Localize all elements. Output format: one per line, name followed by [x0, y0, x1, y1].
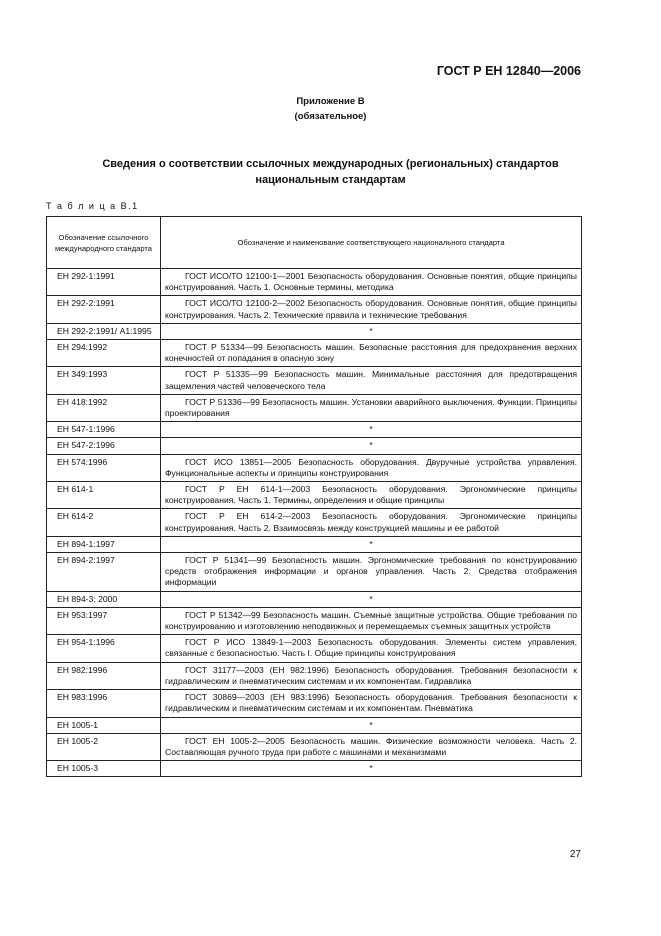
international-standard-code: ЕН 894-1:1997: [47, 536, 161, 552]
no-equivalent-marker: *: [161, 717, 582, 733]
table-row: [47, 591, 582, 607]
national-standard-text: ГОСТ Р 51342—99 Безопасность машин. Съемные защитные устройства. Общие требования по конструированию и изготовлению неподвижных и перемещаемых съемных защитных устройств: [165, 609, 577, 632]
national-standard-text: ГОСТ ИСО 13851—2005 Безопасность оборудования. Двуручные устройства управления. Функциональные аспекты и принципы конструирования: [165, 456, 577, 478]
international-standard-code: ЕН 614-1: [47, 482, 161, 509]
table-row: [47, 635, 582, 662]
national-standard-text: ГОСТ Р ИСО 13849-1—2003 Безопасность оборудования. Элементы систем управления, связанные с безопасностью. Часть I. Общие принципы конструирования: [165, 637, 577, 659]
national-standard-text: ГОСТ Р 51335—99 Безопасность машин. Минимальные расстояния для предотвращения защемления частей человеческого тела: [165, 369, 577, 391]
table-header-row: [47, 217, 582, 269]
national-standard-description: [161, 733, 582, 760]
national-standard-description: [161, 367, 582, 394]
table-row: [47, 454, 582, 481]
national-standard-text: ГОСТ 31177—2003 (ЕН 982:1996) Безопасность оборудования. Требования безопасности к гидравлическим и пневматическим системам и их компонентам. Гидравлика: [165, 664, 577, 686]
table-row: [47, 323, 582, 339]
national-standard-description: [161, 690, 582, 717]
correspondence-table: [46, 216, 582, 777]
international-standard-code: ЕН 547-1:1996: [47, 422, 161, 438]
table-row: [47, 296, 582, 323]
table-row: [47, 761, 582, 777]
document-title-line1: Сведения о соответствии ссылочных международных (региональных) стандартов: [102, 158, 559, 170]
appendix-title: Приложение В: [296, 96, 365, 107]
national-standard-description: [161, 394, 582, 421]
national-standard-description: [161, 454, 582, 481]
no-equivalent-marker: *: [161, 323, 582, 339]
document-title-line2: национальным стандартам: [255, 174, 406, 186]
national-standard-text: ГОСТ ЕН 1005-2—2005 Безопасность машин. Физические возможности человека. Часть 2. Составляющая ручного труда при работе с машинами и механизмами: [165, 735, 577, 757]
national-standard-description: [161, 509, 582, 536]
international-standard-code: ЕН 614-2: [47, 509, 161, 536]
table-row: [47, 690, 582, 717]
international-standard-code: ЕН 547-2:1996: [47, 438, 161, 454]
table-body: [47, 269, 582, 777]
national-standard-text: ГОСТ Р 51334—99 Безопасность машин. Безопасные расстояния для предохранения верхних конечностей от попадания в опасную зону: [165, 342, 577, 364]
international-standard-code: ЕН 349:1993: [47, 367, 161, 394]
international-standard-code: ЕН 292-1:1991: [47, 269, 161, 296]
international-standard-code: ЕН 1005-1: [47, 717, 161, 733]
table-row: [47, 536, 582, 552]
national-standard-text: ГОСТ Р 51341—99 Безопасность машин. Эргономические требования по конструированию средств отображения информации и органов управления. Часть 2. Средства отображения информации: [165, 555, 577, 588]
national-standard-text: ГОСТ ИСО/ТО 12100-1—2001 Безопасность оборудования. Основные понятия, общие принципы конструирования. Часть 1. Основные термины, методика: [165, 271, 577, 293]
table-row: [47, 662, 582, 689]
table-row: [47, 733, 582, 760]
international-standard-code: ЕН 294:1992: [47, 340, 161, 367]
national-standard-text: ГОСТ Р ЕН 614-1—2003 Безопасность оборудования. Эргономические принципы конструирования. Часть 1. Термины, определения и общие принципы: [165, 484, 577, 506]
international-standard-code: ЕН 418:1992: [47, 394, 161, 421]
national-standard-description: [161, 269, 582, 296]
national-standard-text: ГОСТ 30869—2003 (ЕН 983:1996) Безопасность оборудования. Требования безопасности к гидравлическим и пневматическим системам и их компонентам. Пневматика: [165, 692, 577, 714]
table-row: [47, 422, 582, 438]
no-equivalent-marker: *: [161, 591, 582, 607]
national-standard-description: [161, 482, 582, 509]
header-national-standard: Обозначение и наименование соответствующего национального стандарта: [161, 217, 582, 269]
no-equivalent-marker: *: [161, 422, 582, 438]
national-standard-description: [161, 553, 582, 592]
international-standard-code: ЕН 954-1:1996: [47, 635, 161, 662]
national-standard-description: [161, 662, 582, 689]
no-equivalent-marker: *: [161, 536, 582, 552]
national-standard-description: [161, 635, 582, 662]
international-standard-code: ЕН 292-2:1991: [47, 296, 161, 323]
table-row: [47, 553, 582, 592]
appendix-heading: [0, 94, 661, 124]
appendix-status: (обязательное): [294, 111, 367, 122]
document-title: [60, 156, 601, 188]
national-standard-description: [161, 296, 582, 323]
international-standard-code: ЕН 1005-2: [47, 733, 161, 760]
table-row: [47, 509, 582, 536]
table-row: [47, 269, 582, 296]
table-row: [47, 394, 582, 421]
table-row: [47, 717, 582, 733]
national-standard-text: ГОСТ Р 51336—99 Безопасность машин. Установки аварийного выключения. Функции. Принципы проектирования: [165, 396, 577, 419]
national-standard-description: [161, 340, 582, 367]
international-standard-code: ЕН 292-2:1991/ A1:1995: [47, 323, 161, 339]
national-standard-text: ГОСТ Р ЕН 614-2—2003 Безопасность оборудования. Эргономические принципы конструирования. Часть 2. Взаимосвязь между конструкцией машины и ее работой: [165, 511, 577, 533]
table-row: [47, 482, 582, 509]
national-standard-description: [161, 607, 582, 634]
international-standard-code: ЕН 894-2:1997: [47, 553, 161, 592]
international-standard-code: ЕН 894-3: 2000: [47, 591, 161, 607]
table-row: [47, 367, 582, 394]
page-number: 27: [569, 849, 581, 860]
international-standard-code: ЕН 574:1996: [47, 454, 161, 481]
header-international-standard: Обозначение ссылочного международного стандарта: [47, 217, 161, 269]
international-standard-code: ЕН 982:1996: [47, 662, 161, 689]
national-standard-text: ГОСТ ИСО/ТО 12100-2—2002 Безопасность оборудования. Основные понятия, общие принципы конструирования. Часть 2. Технические правила и технические требования: [165, 298, 577, 320]
table-row: [47, 607, 582, 634]
no-equivalent-marker: *: [161, 761, 582, 777]
international-standard-code: ЕН 983:1996: [47, 690, 161, 717]
table-row: [47, 340, 582, 367]
no-equivalent-marker: *: [161, 438, 582, 454]
table-row: [47, 438, 582, 454]
standard-code-header: ГОСТ Р ЕН 12840—2006: [436, 64, 581, 78]
international-standard-code: ЕН 953:1997: [47, 607, 161, 634]
table-label: Т а б л и ц а В.1: [46, 201, 139, 211]
international-standard-code: ЕН 1005-3: [47, 761, 161, 777]
